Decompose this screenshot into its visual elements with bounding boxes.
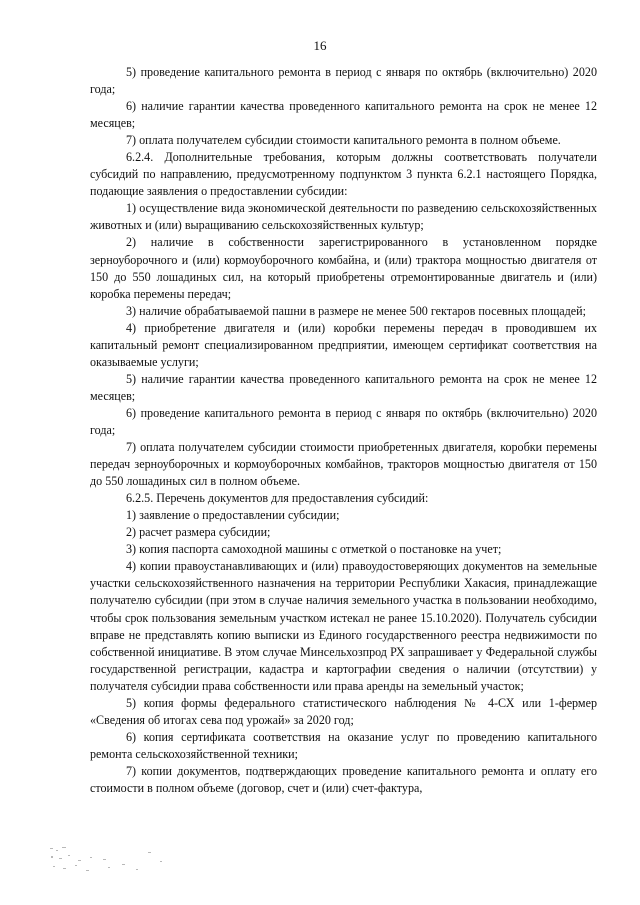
paragraph-item-5-repair-period: 5) проведение капитального ремонта в период с января по октябрь (включительно) 2020 года; xyxy=(90,65,597,97)
paragraph-6-2-4-item-4: 4) приобретение двигателя и (или) коробки перемены передач в проводившем их капитальный ремонт специализированном предприятии, имеющем сертификат соответствия на оказываемые услуги; xyxy=(90,320,597,369)
paragraph-item-7-full-payment: 7) оплата получателем субсидии стоимости капитального ремонта в полном объеме. xyxy=(126,133,561,148)
paragraph-6-2-4-item-7: 7) оплата получателем субсидии стоимости приобретенных двигателя, коробки перемены передач зерноуборочных и кормоуборочных комбайнов, тракторов мощностью двигателя от 150 до 550 лошадиных сил в полном объеме. xyxy=(90,440,597,489)
paragraph-6-2-4-item-2: 2) наличие в собственности зарегистрированного в установленном порядке зерноуборочного и (или) кормоуборочного комбайна, и (или) трактора мощностью двигателя от 150 до 550 лошадиных сил, на который приобретены отремонтированные двигатель и (или) коробка перемены передач; xyxy=(90,235,597,301)
paragraph-6-2-5-item-5: 5) копия формы федерального статистического наблюдения № 4-СХ или 1-фермер «Сведения об итогах сева под урожай» за 2020 год; xyxy=(90,695,597,727)
paragraph-6-2-5-heading: 6.2.5. Перечень документов для предоставления субсидий: xyxy=(126,491,429,506)
paragraph-6-2-4-item-5: 5) наличие гарантии качества проведенного капитального ремонта на срок не менее 12 месяцев; xyxy=(90,371,597,403)
paragraph-6-2-4-item-6: 6) проведение капитального ремонта в период с января по октябрь (включительно) 2020 года; xyxy=(90,405,597,437)
document-body xyxy=(90,64,597,797)
paragraph-6-2-5-item-3: 3) копия паспорта самоходной машины с отметкой о постановке на учет; xyxy=(126,542,502,557)
paragraph-6-2-5-item-6: 6) копия сертификата соответствия на оказание услуг по проведению капитального ремонта сельскохозяйственной техники; xyxy=(90,729,597,761)
page-number: 16 xyxy=(313,38,327,53)
paragraph-6-2-5-item-4: 4) копии правоустанавливающих и (или) правоудостоверяющих документов на земельные участки сельскохозяйственного назначения на территории Республики Хакасия, принадлежащие получателю субсидии (при этом в случае наличия земельного участка в пользовании необходимо, чтобы срок пользования земельным участком истекал не ранее 15.10.2020). Получатель субсидии вправе не представлять копию выписки из Единого государственного реестра недвижимости по собственной инициативе. В этом случае Минсельхозпрод РХ запрашивает у Федеральной службы государственной регистрации, кадастра и картографии сведения о наличии (отсутствии) у получателя субсидии права собственности или права аренды на земельный участок; xyxy=(90,559,597,693)
paragraph-6-2-5-item-2: 2) расчет размера субсидии; xyxy=(126,525,271,540)
paragraph-item-6-quality-guarantee: 6) наличие гарантии качества проведенного капитального ремонта на срок не менее 12 месяцев; xyxy=(90,99,597,131)
paragraph-6-2-4-heading: 6.2.4. Дополнительные требования, которым должны соответствовать получатели субсидий по направлению, предусмотренному подпунктом 3 пункта 6.2.1 настоящего Порядка, подающие заявления о предоставлении субсидии: xyxy=(90,150,597,199)
scan-artifact-marks xyxy=(48,846,198,880)
paragraph-6-2-5-item-1: 1) заявление о предоставлении субсидии; xyxy=(126,508,340,523)
paragraph-6-2-4-item-1: 1) осуществление вида экономической деятельности по разведению сельскохозяйственных животных и (или) выращиванию сельскохозяйственных культур; xyxy=(90,201,597,233)
paragraph-6-2-4-item-3: 3) наличие обрабатываемой пашни в размере не менее 500 гектаров посевных площадей; xyxy=(126,303,587,318)
paragraph-6-2-5-item-7: 7) копии документов, подтверждающих проведение капитального ремонта и оплату его стоимости в полном объеме (договор, счет и (или) счет-фактура, xyxy=(90,763,597,795)
faint-margin-marks xyxy=(48,846,198,883)
